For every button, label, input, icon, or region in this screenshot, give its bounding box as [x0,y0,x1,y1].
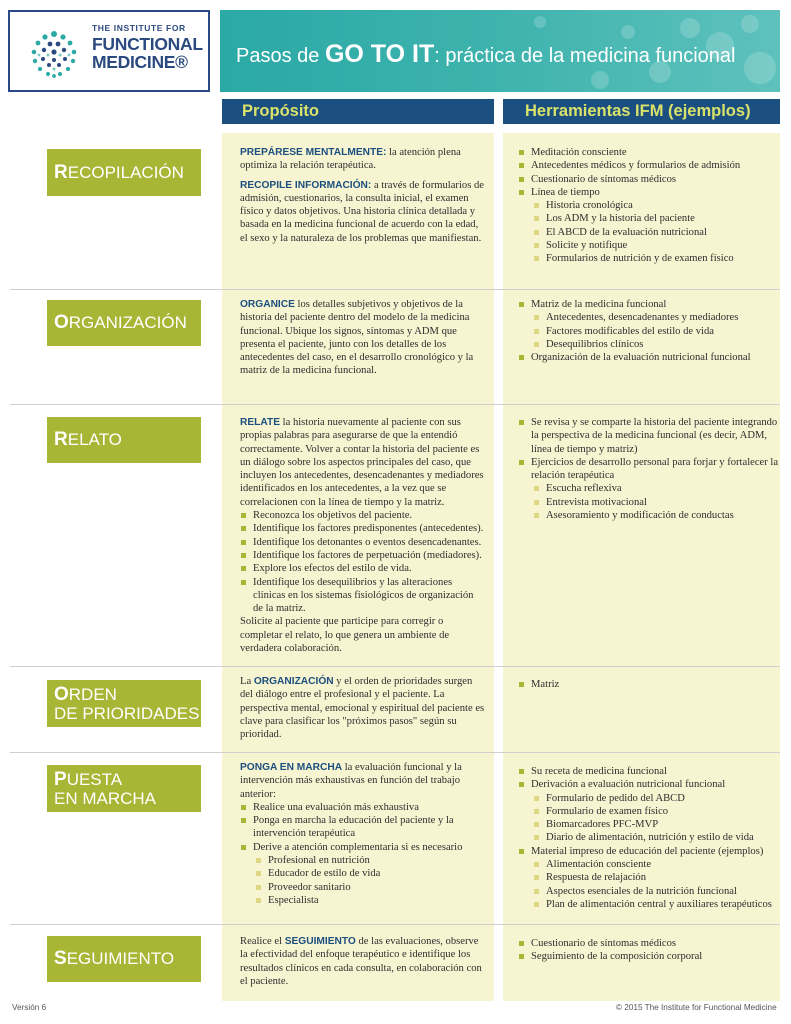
purpose-orden [240,675,486,741]
tools-relato [518,416,780,522]
purpose-paragraph [240,416,486,509]
title-prefix: Pasos de [236,45,325,67]
purpose-text: y el orden de prioridades surgen del diálogo entre el profesional y el paciente. La perspectiva mental, emocional y espiritual del paciente es clave para clasificar los "próximos pasos" según su prioridad. [240,676,485,741]
list-item: Respuesta de relajación [518,871,780,884]
tools-list [518,845,780,858]
list-item: Los ADM y la historia del paciente [518,212,780,225]
row-divider [10,752,780,753]
keyword: SEGUIMIENTO [284,936,356,947]
list-item: Entrevista motivacional [518,496,780,509]
keyword: ORGANICE [240,299,295,310]
list-item: Explore los efectos del estilo de vida. [240,562,486,575]
tools-list [518,678,780,691]
stage-line-2: DE PRIORIDADES [54,703,200,723]
stage-seguimiento [47,936,201,982]
list-item: Solicite y notifique [518,239,780,252]
list-item: Alimentación consciente [518,858,780,871]
tools-orden [518,678,780,691]
list-item: Factores modificables del estilo de vida [518,325,780,338]
copyright-notice: © 2015 The Institute for Functional Medicine [616,1003,777,1012]
tools-sublist [518,792,780,845]
purpose-recopilacion [240,146,486,245]
list-item: Asesoramiento y modificación de conductas [518,509,780,522]
row-divider [10,289,780,290]
tools-organizacion [518,298,780,364]
ifm-logo [8,10,210,92]
purpose-text: la evaluación funcional y la intervención más exhaustivas en función del trabajo anterior: [240,762,462,800]
list-item: Diario de alimentación, nutrición y estilo de vida [518,831,780,844]
purpose-bullets [240,801,486,854]
list-item: Profesional en nutrición [240,854,486,867]
list-item: Formulario de examen físico [518,805,780,818]
list-item: Formularios de nutrición y de examen físico [518,252,780,265]
purpose-relato [240,416,486,655]
version-label: Versión 6 [12,1003,47,1012]
stage-puesta-en-marcha [47,765,201,812]
list-item: El ABCD de la evaluación nutricional [518,226,780,239]
tools-sublist [518,482,780,522]
dots-globe-icon [26,28,82,80]
list-item: Identifique los factores predisponentes (antecedentes). [240,522,486,535]
list-item: Identifique los desequilibrios y las alteraciones clínicas en los sistemas fisiológicos de organización de la matriz. [240,576,486,616]
list-item: Matriz [518,678,780,691]
stage-recopilacion [47,149,201,196]
list-item: Especialista [240,894,486,907]
logo-line-3: MEDICINE® [92,52,188,72]
purpose-text: de las evaluaciones, observe la efectividad del enfoque terapéutico e identifique los resultados clínicos en cada consulta, en colaboración con el paciente. [240,936,482,987]
stage-label: RGANIZACIÓN [68,313,187,333]
list-item: Ejercicios de desarrollo personal para forjar y fortalecer la relación terapéutica [518,456,780,483]
list-item: Historia cronológica [518,199,780,212]
stage-label: ECOPILACIÓN [67,162,184,182]
stage-initial: R [54,161,68,183]
purpose-bullets [240,509,486,615]
list-item: Antecedentes, desencadenantes y mediadores [518,311,780,324]
stage-organizacion [47,300,201,346]
purpose-text: la atención plena optimiza la relación terapéutica. [240,147,461,172]
list-item: Seguimiento de la composición corporal [518,950,780,963]
list-item: Cuestionario de síntomas médicos [518,173,780,186]
tools-sublist [518,858,780,911]
purpose-paragraph [240,179,486,245]
tools-seguimiento [518,937,780,964]
list-item: Material impreso de educación del paciente (ejemplos) [518,845,780,858]
purpose-text: a través de formularios de admisión, cuestionarios, la consulta inicial, el examen físico y datos objetivos. Una historia clínica detallada y basada en la medicina funcional de acuerdo con la edad, el sexo y la naturaleza de los problemas que manifiestan. [240,179,484,244]
purpose-paragraph: Solicite al paciente que participe para corregir o completar el relato, lo que genera un ambiente de verdadera colaboración. [240,616,450,655]
tools-list [518,351,780,364]
title-emphasis: GO TO IT [324,40,435,68]
list-item: Se revisa y se comparte la historia del paciente integrando la perspectiva de la medicina funcional (es decir, ADM, línea de tiempo y matriz) [518,416,780,456]
purpose-text: los detalles subjetivos y objetivos de la historia del paciente dentro del modelo de la medicina funcional. Ubique los signos, síntomas y ADM que presenta el paciente, junto con los detalles de los antecedentes del caso, en el desarrollo cronológico y la matriz de la medicina funcional. [240,299,474,377]
page-title [236,40,736,69]
stage-line-1 [54,770,122,790]
list-item: Antecedentes médicos y formularios de admisión [518,159,780,172]
stage-label: EGUIMIENTO [66,949,175,969]
list-item: Biomarcadores PFC-MVP [518,818,780,831]
purpose-paragraph [240,935,486,988]
keyword: RECOPILE INFORMACIÓN: [240,179,372,191]
list-item: Ponga en marcha la educación del paciente y la intervención terapéutica [240,814,486,841]
list-item: Su receta de medicina funcional [518,765,780,778]
stage-initial: O [54,683,69,705]
purpose-column-header: Propósito [222,99,494,124]
purpose-paragraph [240,298,486,378]
list-item: Línea de tiempo [518,186,780,199]
tools-list [518,937,780,964]
tools-sublist [518,199,780,265]
purpose-text: Realice el [240,936,285,947]
list-item: Educador de estilo de vida [240,867,486,880]
keyword: RELATE [240,417,280,428]
stage-initial: P [54,768,67,790]
list-item: Reconozca los objetivos del paciente. [240,509,486,522]
keyword: ORGANIZACIÓN [253,676,334,687]
list-item: Escucha reflexiva [518,482,780,495]
tools-sublist [518,311,780,351]
list-item: Aspectos esenciales de la nutrición funcional [518,885,780,898]
stage-label: ELATO [67,430,122,450]
tools-list [518,416,780,482]
list-item: Realice una evaluación más exhaustiva [240,801,486,814]
purpose-organizacion [240,298,486,378]
row-divider [10,924,780,925]
list-item: Desequilibrios clínicos [518,338,780,351]
logo-line-2: FUNCTIONAL [92,33,203,54]
list-item: Cuestionario de síntomas médicos [518,937,780,950]
purpose-puesta-en-marcha [240,761,486,907]
purpose-seguimiento [240,935,486,988]
row-divider [10,404,780,405]
stage-initial: S [54,948,67,970]
title-banner [220,10,780,92]
list-item: Plan de alimentación central y auxiliares terapéuticos [518,898,780,911]
tools-puesta-en-marcha [518,765,780,911]
list-item: Identifique los detonantes o eventos desencadenantes. [240,536,486,549]
stage-line-2: EN MARCHA [54,788,157,808]
purpose-paragraph [240,761,486,801]
stage-label: UESTA [66,769,123,789]
purpose-text: La [240,676,254,687]
tools-list [518,298,780,311]
tools-list [518,765,780,792]
purpose-text: la historia nuevamente al paciente con sus propias palabras para asegurarse de que la entendió correctamente. Volver a contar la historia del paciente es un diálogo sobre los aspectos principales del caso, que incluyen los antecedentes, desencadenantes y mediadores identificados en los antecedentes, a la vez que se correlacionen con la línea de tiempo y la matriz. [240,417,484,508]
title-suffix: : práctica de la medicina funcional [434,45,736,67]
stage-orden-de-prioridades [47,680,201,727]
stage-initial: O [54,312,69,334]
purpose-paragraph [240,146,486,173]
stage-label: RDEN [68,684,117,704]
keyword: PREPÁRESE MENTALMENTE: [240,147,387,158]
list-item: Organización de la evaluación nutricional funcional [518,351,780,364]
list-item: Proveedor sanitario [240,881,486,894]
tools-recopilacion [518,146,780,266]
list-item: Formulario de pedido del ABCD [518,792,780,805]
list-item: Meditación consciente [518,146,780,159]
purpose-sublist [240,854,486,907]
list-item: Derive a atención complementaria si es necesario [240,841,486,854]
list-item: Identifique los factores de perpetuación (mediadores). [240,549,486,562]
stage-relato [47,417,201,463]
purpose-paragraph [240,675,486,741]
logo-line-1: THE INSTITUTE FOR [92,23,186,33]
stage-line-1 [54,685,117,705]
tools-column-header: Herramientas IFM (ejemplos) [503,99,780,124]
stage-initial: R [54,429,68,451]
logo-wordmark [92,24,203,72]
list-item: Matriz de la medicina funcional [518,298,780,311]
list-item: Derivación a evaluación nutricional funcional [518,778,780,791]
tools-list [518,146,780,199]
row-divider [10,666,780,667]
keyword: PONGA EN MARCHA [240,762,343,773]
